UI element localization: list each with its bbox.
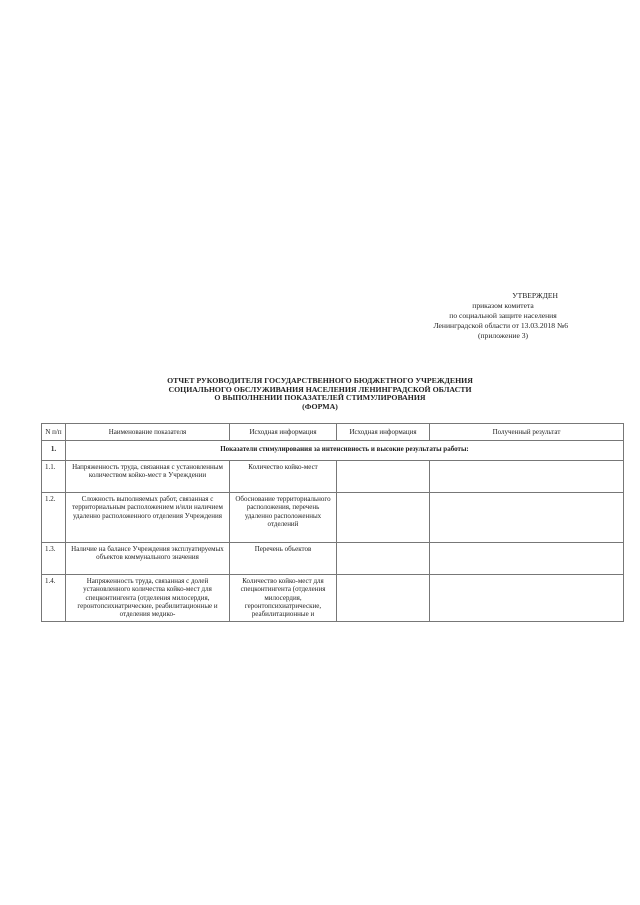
approval-title: УТВЕРЖДЕН [512, 291, 558, 300]
approval-stamp [348, 291, 568, 341]
report-title-line-1: ОТЧЕТ РУКОВОДИТЕЛЯ ГОСУДАРСТВЕННОГО БЮДЖЕТНОГО УЧРЕЖДЕНИЯ [167, 376, 473, 385]
table-header-row [42, 424, 624, 441]
approval-line-order: приказом комитета [472, 301, 534, 310]
row-result[interactable] [430, 492, 624, 542]
report-title [100, 377, 540, 411]
approval-line-appendix: (приложение 3) [477, 331, 529, 340]
approval-line-committee: по социальной защите населения [449, 311, 557, 320]
row-source-info: Количество койко-мест [230, 460, 337, 492]
row-indicator-name: Наличие на балансе Учреждения эксплуатируемых объектов коммунального значения [66, 542, 230, 574]
row-source-info-2[interactable] [337, 542, 430, 574]
header-source-info-2: Исходная информация [337, 424, 430, 441]
section-row [42, 441, 624, 460]
header-source-info: Исходная информация [230, 424, 337, 441]
row-source-info-2[interactable] [337, 574, 430, 621]
row-result[interactable] [430, 460, 624, 492]
table-row [42, 542, 624, 574]
approval-line-region-date: Ленинградской области от 13.03.2018 №6 [433, 321, 568, 330]
report-title-line-4: (ФОРМА) [302, 401, 338, 411]
table-row [42, 460, 624, 492]
indicators-table [41, 423, 624, 622]
row-indicator-name-text: Напряженность труда, связанная с долей установленного количества койко-мест для спецконтингента (отделения милосердия, геронтопсихиатрические, реабилитационные и отделения медико- [77, 576, 218, 619]
section-title: Показатели стимулирования за интенсивность и высокие результаты работы: [66, 441, 624, 460]
section-number: 1. [42, 441, 66, 460]
row-indicator-name: Сложность выполняемых работ, связанная с территориальным расположением и/или наличием удаленно расположенного отделения Учреждения [66, 492, 230, 542]
row-number: 1.1. [42, 460, 66, 492]
table-row [42, 574, 624, 621]
header-number: N п/п [42, 424, 66, 441]
row-source-info-2[interactable] [337, 492, 430, 542]
row-number: 1.2. [42, 492, 66, 542]
row-indicator-name [66, 574, 230, 621]
row-result[interactable] [430, 574, 624, 621]
row-indicator-name: Напряженность труда, связанная с установленным количеством койко-мест в Учреждении [66, 460, 230, 492]
row-source-info [230, 574, 337, 621]
row-source-info-2[interactable] [337, 460, 430, 492]
report-title-line-2: СОЦИАЛЬНОГО ОБСЛУЖИВАНИЯ НАСЕЛЕНИЯ ЛЕНИНГРАДСКОЙ ОБЛАСТИ [168, 384, 472, 394]
row-number: 1.4. [42, 574, 66, 621]
row-source-info-text: Количество койко-мест для спецконтингента (отделения милосердия, геронтопсихиатрические, реабилитационные и [240, 576, 326, 619]
row-source-info: Перечень объектов [230, 542, 337, 574]
row-result[interactable] [430, 542, 624, 574]
row-source-info: Обоснование территориального расположения, перечень удаленно расположенных отделений [230, 492, 337, 542]
table-row [42, 492, 624, 542]
header-result: Полученный результат [430, 424, 624, 441]
report-title-line-3: О ВЫПОЛНЕНИИ ПОКАЗАТЕЛЕЙ СТИМУЛИРОВАНИЯ [214, 393, 426, 402]
header-indicator-name: Наименование показателя [66, 424, 230, 441]
row-number: 1.3. [42, 542, 66, 574]
